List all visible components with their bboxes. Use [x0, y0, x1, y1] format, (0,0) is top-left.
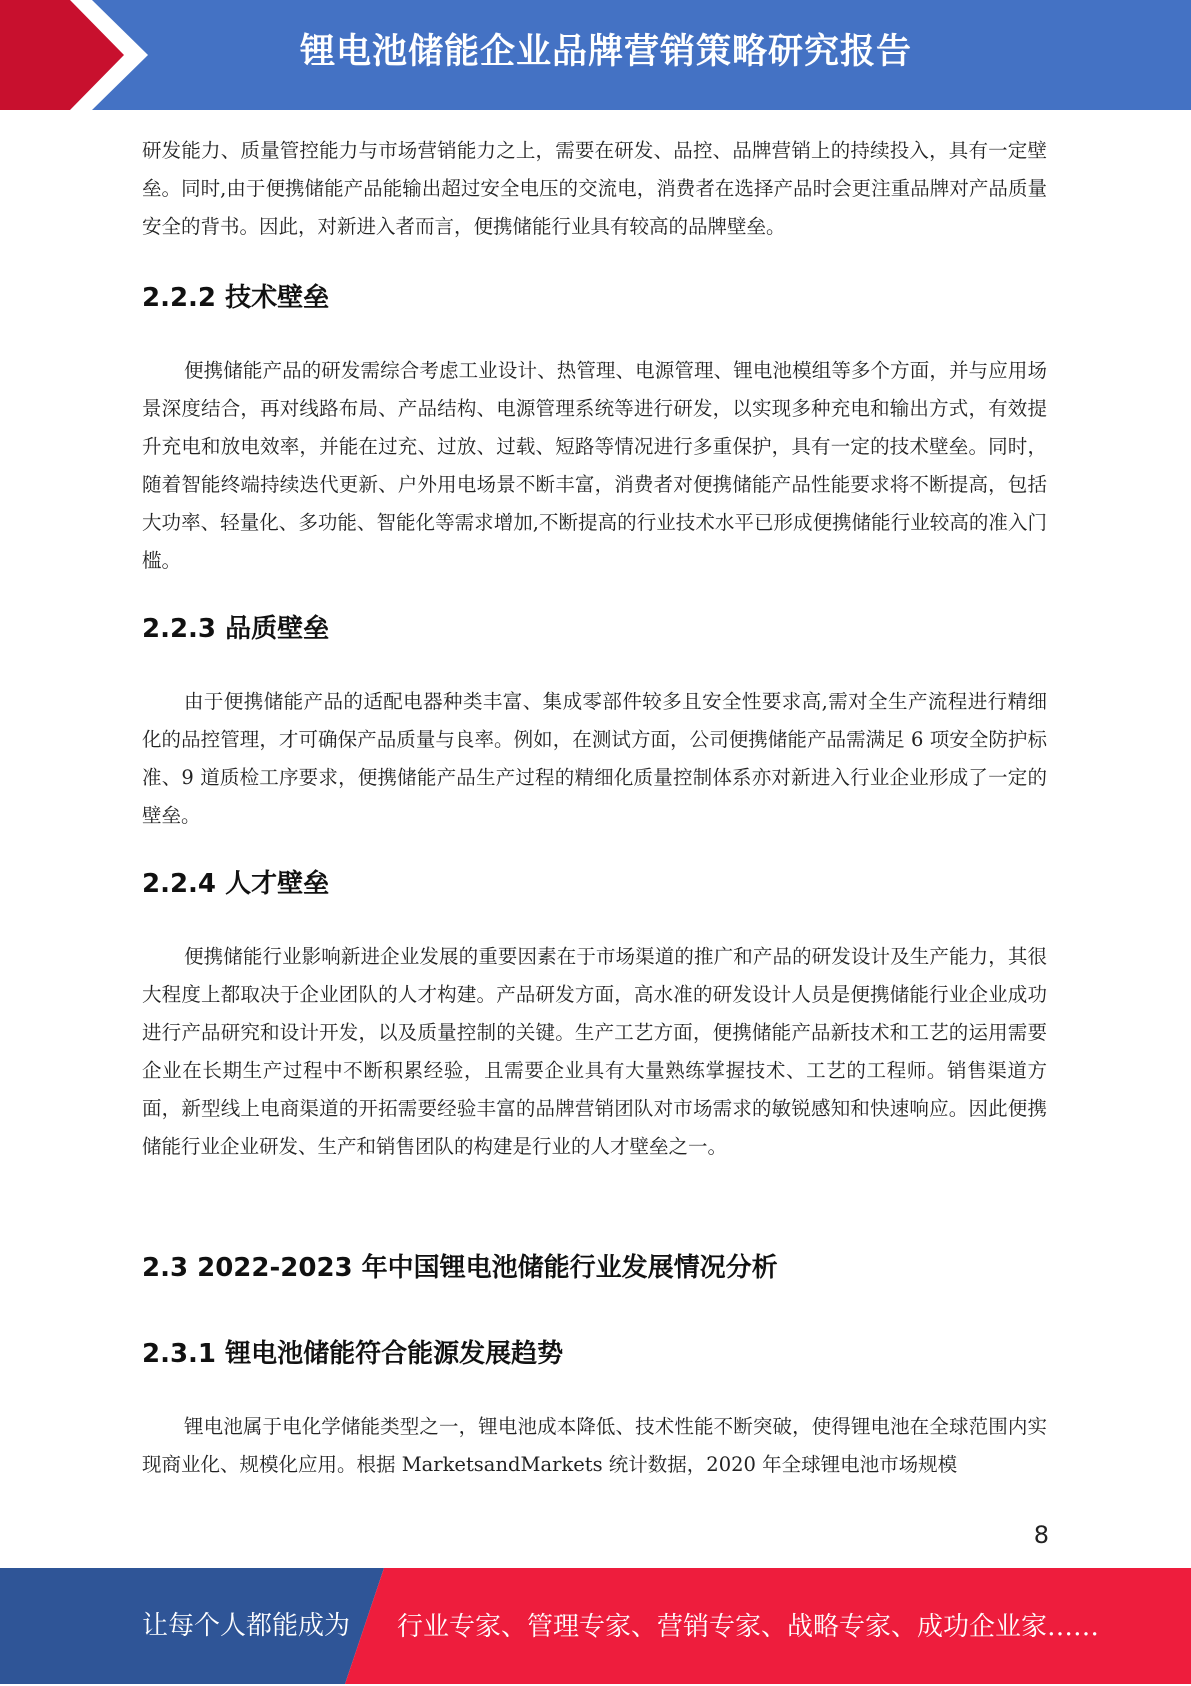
document-body [142, 132, 1047, 1484]
footer-slogan-right: 行业专家、管理专家、营销专家、战略专家、成功企业家…… [397, 1612, 1100, 1642]
page-number: 8 [1033, 1521, 1049, 1549]
section-paragraph-2-2-3: 由于便携储能产品的适配电器种类丰富、集成零部件较多且安全性要求高,需对全生产流程进行精细化的品控管理，才可确保产品质量与良率。例如，在测试方面，公司便携储能产品需满足 6 项安全防护标准、9 道质检工序要求，便携储能产品生产过程的精细化质量控制体系亦对新进入行业企业形成了一定的壁垒。 [142, 690, 1047, 827]
section-heading-2-2-4: 2.2.4 人才壁垒 [142, 869, 330, 899]
report-title: 锂电池储能企业品牌营销策略研究报告 [300, 32, 913, 72]
section-heading-2-2-3: 2.2.3 品质壁垒 [142, 614, 330, 644]
section-paragraph-2-2-4: 便携储能行业影响新进企业发展的重要因素在于市场渠道的推广和产品的研发设计及生产能力，其很大程度上都取决于企业团队的人才构建。产品研发方面，高水准的研发设计人员是便携储能行业企业成功进行产品研究和设计开发，以及质量控制的关键。生产工艺方面，便携储能产品新技术和工艺的运用需要企业在长期生产过程中不断积累经验，且需要企业具有大量熟练掌握技术、工艺的工程师。销售渠道方面，新型线上电商渠道的开拓需要经验丰富的品牌营销团队对市场需求的敏锐感知和快速响应。因此便携储能行业企业研发、生产和销售团队的构建是行业的人才壁垒之一。 [142, 945, 1047, 1158]
header-arrow-icon [0, 0, 160, 110]
section-heading-2-2-2: 2.2.2 技术壁垒 [142, 283, 330, 313]
page-footer [0, 1568, 1191, 1684]
section-paragraph-2-2-2: 便携储能产品的研发需综合考虑工业设计、热管理、电源管理、锂电池模组等多个方面，并与应用场景深度结合，再对线路布局、产品结构、电源管理系统等进行研发，以实现多种充电和输出方式，有效提升充电和放电效率，并能在过充、过放、过载、短路等情况进行多重保护，具有一定的技术壁垒。同时，随着智能终端持续迭代更新、户外用电场景不断丰富，消费者对便携储能产品性能要求将不断提高，包括大功率、轻量化、多功能、智能化等需求增加,不断提高的行业技术水平已形成便携储能行业较高的准入门槛。 [142, 359, 1047, 572]
chapter-heading-2-3: 2.3 2022-2023 年中国锂电池储能行业发展情况分析 [142, 1253, 778, 1283]
section-heading-2-3-1: 2.3.1 锂电池储能符合能源发展趋势 [142, 1339, 564, 1369]
section-paragraph-2-3-1: 锂电池属于电化学储能类型之一，锂电池成本降低、技术性能不断突破，使得锂电池在全球范围内实现商业化、规模化应用。根据 MarketsandMarkets 统计数据，2020 年全球锂电池市场规模 [142, 1415, 1047, 1476]
intro-paragraph: 研发能力、质量管控能力与市场营销能力之上，需要在研发、品控、品牌营销上的持续投入，具有一定壁垒。同时,由于便携储能产品能输出超过安全电压的交流电，消费者在选择产品时会更注重品牌对产品质量安全的背书。因此，对新进入者而言，便携储能行业具有较高的品牌壁垒。 [142, 139, 1047, 238]
footer-slogan-left: 让每个人都能成为 [142, 1611, 351, 1641]
page-header [0, 0, 1191, 110]
